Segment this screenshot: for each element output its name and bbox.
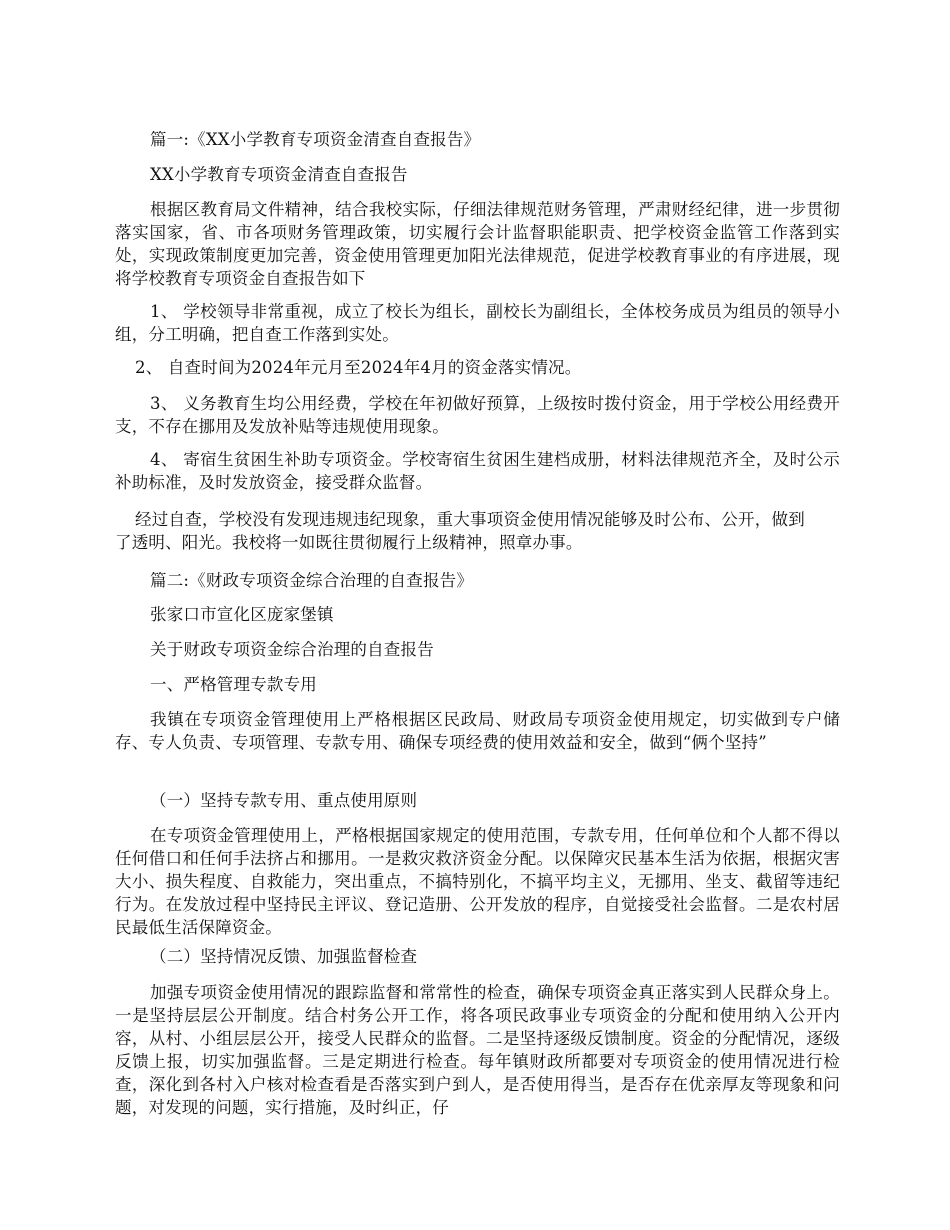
doc-title-part1: 篇一:《XX小学教育专项资金清查自查报告》 (150, 130, 481, 149)
list-item-3: 3、 义务教育生均公用经费，学校在年初做好预算，上级按时拨付资金，用于学校公用经费开支，不存在挪用及发放补贴等违规使用现象。 (115, 394, 840, 436)
org-name: 张家口市宣化区庞家堡镇 (150, 605, 334, 624)
paragraph-intro: 根据区教育局文件精神，结合我校实际，仔细法律规范财务管理，严肃财经纪律，进一步贯彻落实国家，省、市各项财务管理政策，切实履行会计监督职能职责、把学校资金监管工作落到实处，实现政策制度更加完善，资金使用管理更加阳光法律规范，促进学校教育事业的有序进展，现将学校教育专项资金自查报告如下 (115, 200, 840, 288)
list-item-2: 2、 自查时间为2024年元月至2024年4月的资金落实情况。 (135, 358, 582, 377)
paragraph-supervision: 加强专项资金使用情况的跟踪监督和常常性的检查，确保专项资金真正落实到人民群众身上。一是坚持层层公开制度。结合村务公开工作，将各项民政事业专项资金的分配和使用纳入公开内容，从村、小组层层公开，接受人民群众的监督。二是坚持逐级反馈制度。资金的分配情况，逐级反馈上报，切实加强监督。三是定期进行检查。每年镇财政所都要对专项资金的使用情况进行检查，深化到各村入户核对检查看是否落实到户到人，是否使用得当，是否存在优亲厚友等现象和问题，对发现的问题，实行措施，及时纠正，仔 (115, 983, 840, 1117)
list-item-4: 4、 寄宿生贫困生补助专项资金。学校寄宿生贫困生建档成册，材料法律规范齐全，及时公示补助标准，及时发放资金，接受群众监督。 (115, 450, 840, 492)
paragraph-management: 我镇在专项资金管理使用上严格根据区民政局、财政局专项资金使用规定，切实做到专户储存、专人负责、专项管理、专款专用、确保专项经费的使用效益和安全，做到“俩个坚持” (115, 710, 840, 752)
subsection-heading-1: （一）坚持专款专用、重点使用原则 (150, 791, 418, 810)
doc-subtitle-1: XX小学教育专项资金清查自查报告 (150, 165, 408, 184)
subsection-heading-2: （二）坚持情况反馈、加强监督检查 (150, 947, 418, 966)
paragraph-conclusion: 经过自查，学校没有发现违规违纪现象，重大事项资金使用情况能够及时公布、公开，做到了透明、阳光。我校将一如既往贯彻履行上级精神，照章办事。 (115, 510, 805, 552)
list-item-1: 1、 学校领导非常重视，成立了校长为组长，副校长为副组长，全体校务成员为组员的领导小组，分工明确，把自查工作落到实处。 (115, 302, 840, 344)
section-heading-1: 一、严格管理专款专用 (150, 675, 317, 694)
paragraph-special-funds: 在专项资金管理使用上，严格根据国家规定的使用范围，专款专用，任何单位和个人都不得以任何借口和任何手法挤占和挪用。一是救灾救济资金分配。以保障灾民基本生活为依据，根据灾害大小、损失程度、自救能力，突出重点，不搞特别化，不搞平均主义，无挪用、坐支、截留等违纪行为。在发放过程中坚持民主评议、登记造册、公开发放的程序，自觉接受社会监督。二是农村居民最低生活保障资金。 (115, 826, 840, 937)
doc-title-part2: 篇二:《财政专项资金综合治理的自查报告》 (150, 571, 474, 590)
doc-subtitle-2: 关于财政专项资金综合治理的自查报告 (150, 640, 434, 659)
